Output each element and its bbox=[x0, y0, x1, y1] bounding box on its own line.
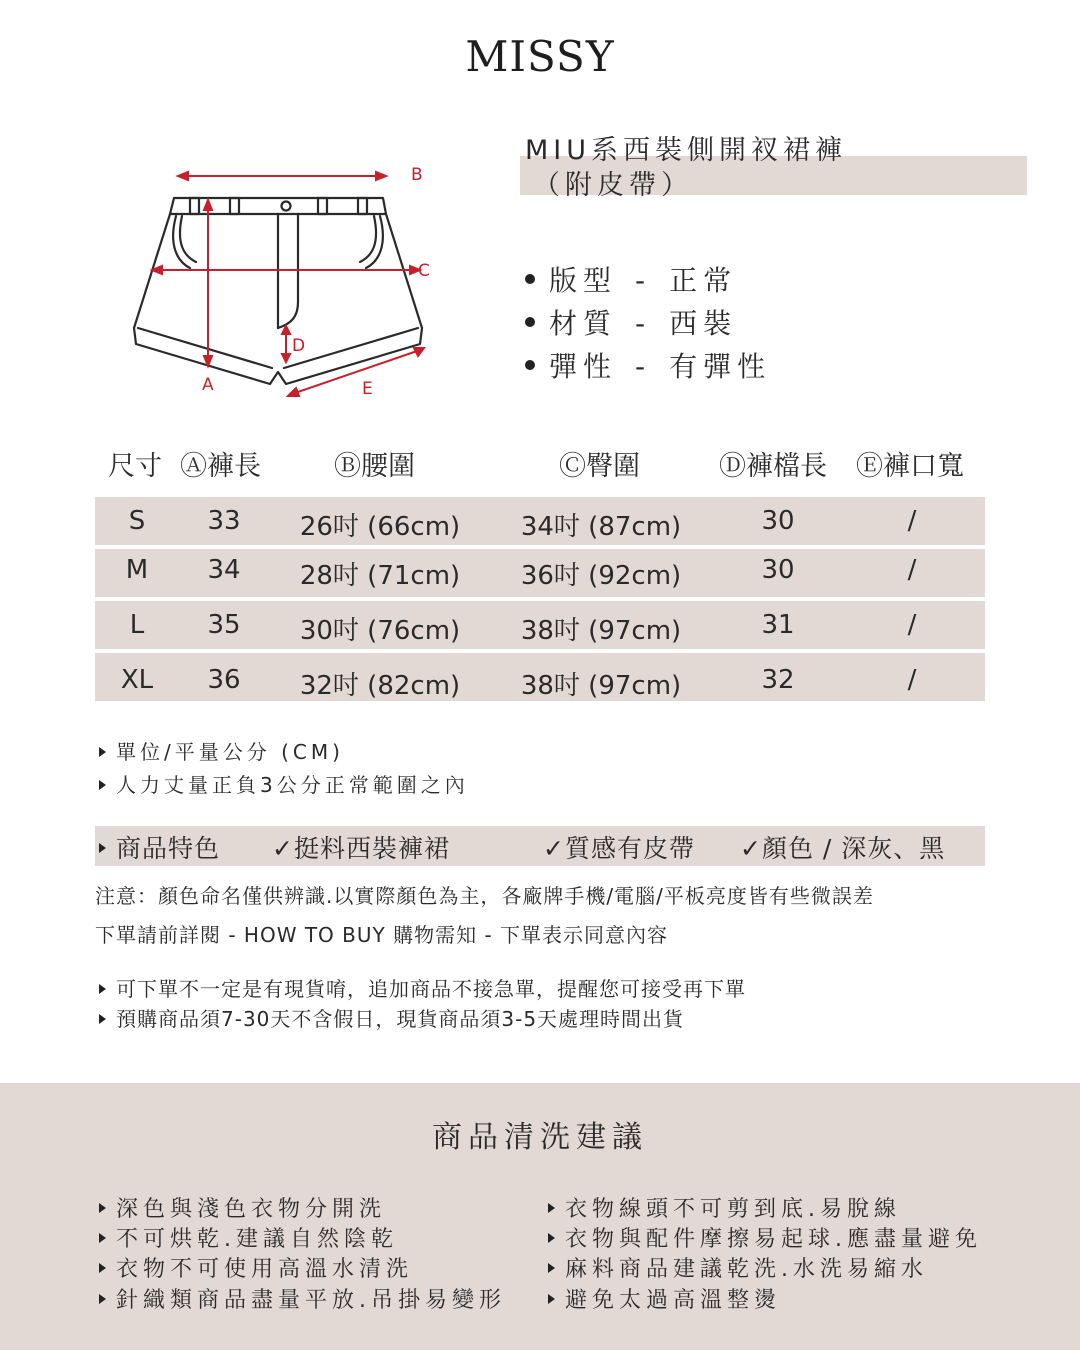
col-header-leg-opening: Ⓔ褲口寬 bbox=[856, 451, 964, 482]
spec-material: 材質 - 西裝 bbox=[525, 302, 771, 345]
caution-how-to-buy: 下單請前詳閱 - HOW TO BUY 購物需知 - 下單表示同意內容 bbox=[95, 923, 669, 947]
table-cell: / bbox=[907, 610, 917, 640]
brand-logo: MISSY bbox=[465, 32, 615, 81]
col-header-waist: Ⓑ腰圍 bbox=[334, 451, 415, 482]
washing-tip: 深色與淺色衣物分開洗 bbox=[99, 1192, 386, 1223]
washing-title: 商品清洗建議 bbox=[432, 1120, 648, 1155]
table-cell: 36吋 (92cm) bbox=[520, 561, 682, 591]
feature-item: ✓挺料西裝褲裙 bbox=[272, 834, 450, 863]
shorts-measurement-diagram bbox=[120, 150, 450, 410]
feature-item: ✓顏色 / 深灰、黑 bbox=[740, 834, 946, 863]
table-cell: S bbox=[128, 506, 146, 536]
table-cell: 30 bbox=[761, 555, 795, 585]
washing-tip: 不可烘乾.建議自然陰乾 bbox=[99, 1222, 398, 1253]
table-cell: 32吋 (82cm) bbox=[299, 671, 461, 701]
table-cell: M bbox=[125, 555, 149, 585]
label-a: A bbox=[202, 375, 214, 395]
table-cell: L bbox=[129, 610, 145, 640]
note-unit: 單位/平量公分 (CM) bbox=[99, 736, 344, 765]
label-c: C bbox=[418, 261, 430, 281]
order-note: 預購商品須7-30天不含假日，現貨商品須3-5天處理時間出貨 bbox=[99, 1003, 684, 1032]
table-cell: / bbox=[907, 555, 917, 585]
table-cell: / bbox=[907, 506, 917, 536]
table-cell: / bbox=[907, 665, 917, 695]
spec-elasticity: 彈性 - 有彈性 bbox=[525, 345, 771, 388]
washing-tip: 衣物不可使用高溫水清洗 bbox=[99, 1252, 413, 1283]
table-cell: 33 bbox=[207, 506, 241, 536]
label-e: E bbox=[362, 379, 373, 399]
col-header-hip: Ⓒ臀圍 bbox=[559, 451, 640, 482]
features-label: 商品特色 bbox=[99, 829, 220, 865]
note-tolerance: 人力丈量正負3公分正常範圍之內 bbox=[99, 769, 469, 798]
col-header-size: 尺寸 bbox=[108, 451, 162, 482]
spec-fit: 版型 - 正常 bbox=[525, 259, 771, 302]
product-title: MIU系西裝側開衩裙褲 bbox=[525, 135, 848, 166]
washing-tip: 針織類商品盡量平放.吊掛易變形 bbox=[99, 1283, 506, 1314]
product-subtitle: （附皮帶） bbox=[533, 170, 693, 201]
table-cell: 30吋 (76cm) bbox=[299, 616, 461, 646]
caution-color: 注意：顏色命名僅供辨識.以實際顏色為主，各廠牌手機/電腦/平板亮度皆有些微誤差 bbox=[95, 884, 874, 908]
label-d: D bbox=[292, 336, 306, 356]
table-cell: XL bbox=[120, 665, 154, 695]
col-header-rise: Ⓓ褲檔長 bbox=[719, 451, 827, 482]
table-cell: 38吋 (97cm) bbox=[520, 671, 682, 701]
washing-tip: 衣物與配件摩擦易起球.應盡量避免 bbox=[548, 1222, 982, 1253]
washing-tip: 衣物線頭不可剪到底.易脫線 bbox=[548, 1192, 901, 1223]
washing-tip: 避免太過高溫整燙 bbox=[548, 1283, 781, 1314]
table-cell: 35 bbox=[207, 610, 241, 640]
col-header-length: Ⓐ褲長 bbox=[180, 451, 261, 482]
label-b: B bbox=[411, 165, 423, 185]
spec-list bbox=[525, 259, 771, 388]
table-cell: 26吋 (66cm) bbox=[299, 512, 461, 542]
table-cell: 34 bbox=[207, 555, 241, 585]
table-cell: 32 bbox=[761, 665, 795, 695]
table-cell: 34吋 (87cm) bbox=[520, 512, 682, 542]
table-cell: 28吋 (71cm) bbox=[299, 561, 461, 591]
washing-tip: 麻料商品建議乾洗.水洗易縮水 bbox=[548, 1252, 928, 1283]
table-cell: 31 bbox=[761, 610, 795, 640]
table-cell: 38吋 (97cm) bbox=[520, 616, 682, 646]
table-cell: 36 bbox=[207, 665, 241, 695]
feature-item: ✓質感有皮帶 bbox=[543, 834, 695, 863]
order-note: 可下單不一定是有現貨唷，追加商品不接急單，提醒您可接受再下單 bbox=[99, 973, 746, 1002]
table-cell: 30 bbox=[761, 506, 795, 536]
